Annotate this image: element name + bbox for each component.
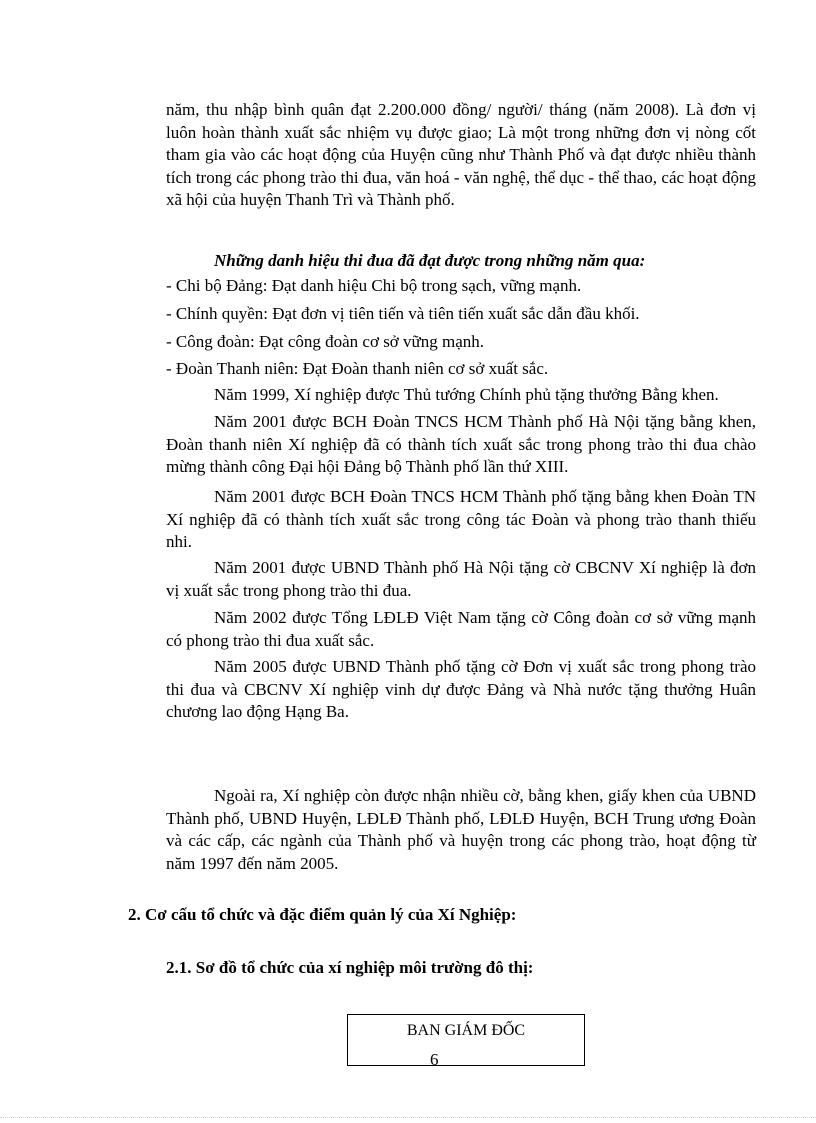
year-paragraph-1999: Năm 1999, Xí nghiệp được Thủ tướng Chính phủ tặng thưởng Bằng khen. (214, 385, 719, 404)
section-2-1-title: 2.1. Sơ đồ tổ chức của xí nghiệp môi trường đô thị: (166, 958, 534, 977)
page-bottom-divider (0, 1117, 816, 1118)
intro-paragraph: năm, thu nhập bình quân đạt 2.200.000 đồng/ người/ tháng (năm 2008). Là đơn vị luôn hoàn thành xuất sắc nhiệm vụ được giao; Là một trong những đơn vị nòng cốt tham gia vào các hoạt động của Huyện cũng như Thành Phố và đạt được nhiều thành tích trong các phong trào thi đua, văn hoá - văn nghệ, thể dục - thể thao, các hoạt động xã hội của huyện Thanh Trì và Thành phố. (166, 100, 756, 209)
other-awards-paragraph: Ngoài ra, Xí nghiệp còn được nhận nhiều cờ, bằng khen, giấy khen của UBND Thành phố, UBND Huyện, LĐLĐ Thành phố, LĐLĐ Huyện, BCH Trung ương Đoàn và các cấp, các ngành của Thành phố và huyện trong các phong trào, hoạt động từ năm 1997 đến năm 2005. (166, 786, 756, 873)
awards-heading: Những danh hiệu thi đua đã đạt được trong những năm qua: (214, 251, 646, 270)
year-paragraph-2001-b: Năm 2001 được BCH Đoàn TNCS HCM Thành phố tặng bằng khen Đoàn TN Xí nghiệp đã có thành tích xuất sắc trong công tác Đoàn và phong trào thanh thiếu nhi. (166, 487, 756, 551)
year-paragraph-2001-a: Năm 2001 được BCH Đoàn TNCS HCM Thành phố Hà Nội tặng bằng khen, Đoàn thanh niên Xí nghiệp đã có thành tích xuất sắc trong phong trào thi đua chào mừng thành công Đại hội Đảng bộ Thành phố lần thứ XIII. (166, 412, 756, 476)
award-item-youth-union: - Đoàn Thanh niên: Đạt Đoàn thanh niên cơ sở xuất sắc. (166, 359, 549, 378)
award-item-party-cell: - Chi bộ Đảng: Đạt danh hiệu Chi bộ trong sạch, vững mạnh. (166, 276, 582, 295)
year-paragraph-2005: Năm 2005 được UBND Thành phố tặng cờ Đơn vị xuất sắc trong phong trào thi đua và CBCNV Xí nghiệp vinh dự được Đảng và Nhà nước tặng thưởng Huân chương lao động Hạng Ba. (166, 657, 756, 721)
year-paragraph-2002: Năm 2002 được Tổng LĐLĐ Việt Nam tặng cờ Công đoàn cơ sở vững mạnh có phong trào thi đua xuất sắc. (166, 608, 756, 650)
section-2-title: 2. Cơ cấu tổ chức và đặc điểm quản lý của Xí Nghiệp: (128, 905, 517, 924)
year-paragraph-2001-c: Năm 2001 được UBND Thành phố Hà Nội tặng cờ CBCNV Xí nghiệp là đơn vị xuất sắc trong phong trào thi đua. (166, 558, 756, 600)
award-item-trade-union: - Công đoàn: Đạt công đoàn cơ sở vững mạnh. (166, 332, 485, 351)
org-chart-box-label: BAN GIÁM ĐỐC (406, 1022, 526, 1039)
award-item-government: - Chính quyền: Đạt đơn vị tiên tiến và tiên tiến xuất sắc dẫn đầu khối. (166, 304, 640, 323)
page-number: 6 (430, 1050, 439, 1069)
org-chart-box-board-of-directors (347, 1014, 585, 1066)
